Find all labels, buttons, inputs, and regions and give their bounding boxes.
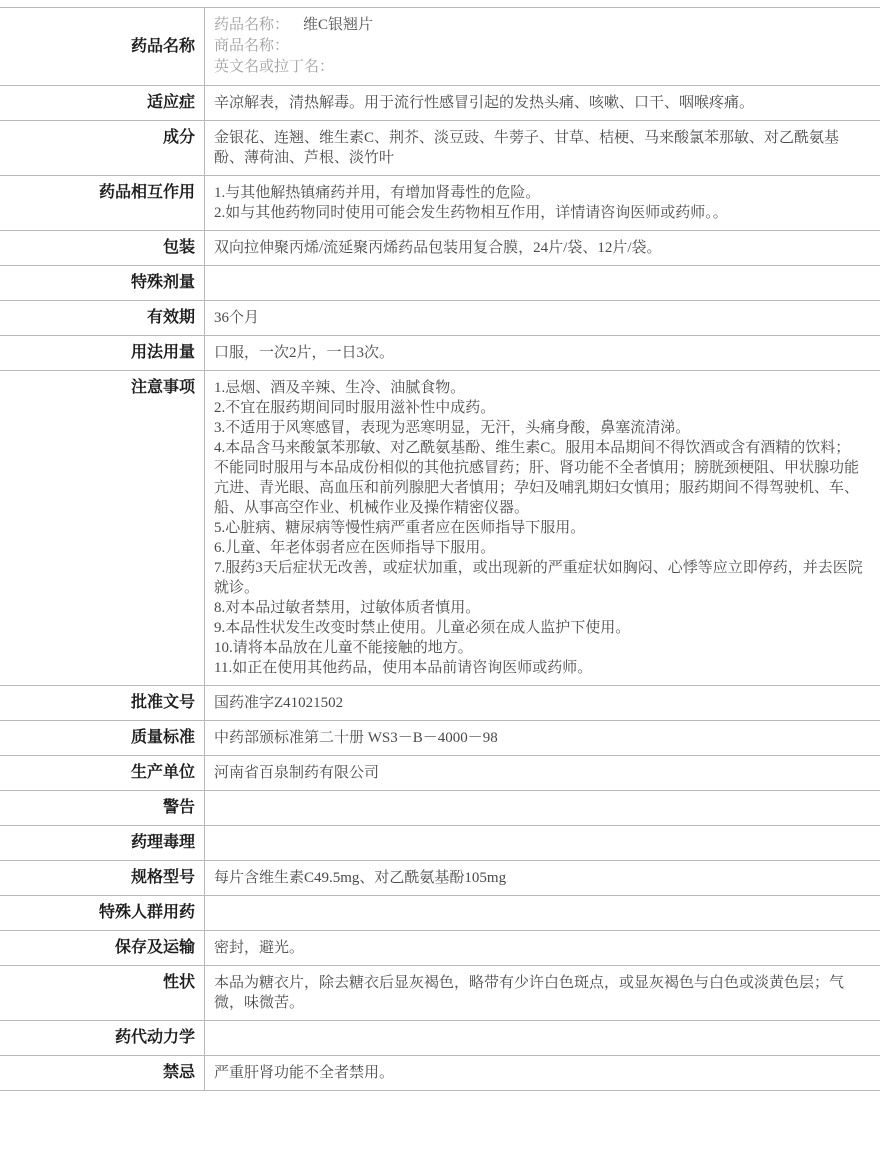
row-storage-transport	[0, 931, 880, 966]
content-line: 9.本品性状发生改变时禁止使用。儿童必须在成人监护下使用。	[214, 620, 631, 636]
row-label-precautions: 注意事项	[0, 371, 205, 685]
row-label-ingredients: 成分	[0, 121, 205, 175]
content-line: 辛凉解表，清热解毒。用于流行性感冒引起的发热头痛、咳嗽、口干、咽喉疼痛。	[214, 95, 755, 111]
row-label-packaging: 包装	[0, 231, 205, 265]
row-label-description: 性状	[0, 966, 205, 1020]
content-line: 7.服药3天后症状无改善，或症状加重，或出现新的严重症状如胸闷、心悸等应立即停药，并去医院就诊。	[214, 560, 863, 596]
specification-content	[205, 861, 880, 895]
content-line: 国药准字Z41021502	[214, 695, 344, 711]
manufacturer-content	[205, 756, 880, 790]
precautions-content	[205, 371, 880, 685]
row-drug-interactions	[0, 176, 880, 231]
row-label-approval-number: 批准文号	[0, 686, 205, 720]
row-label-dosage-usage: 用法用量	[0, 336, 205, 370]
content-line: 1.忌烟、酒及辛辣、生冷、油腻食物。	[214, 380, 466, 396]
indications-content	[205, 86, 880, 120]
content-line: 10.请将本品放在儿童不能接触的地方。	[214, 640, 473, 656]
row-label-pharmacokinetics: 药代动力学	[0, 1021, 205, 1055]
content-line: 8.对本品过敏者禁用，过敏体质者慎用。	[214, 600, 481, 616]
packaging-content	[205, 231, 880, 265]
drug-name-content	[205, 8, 880, 85]
english-name-key: 英文名或拉丁名：	[214, 59, 335, 75]
special-dosage-content	[205, 266, 880, 300]
row-description	[0, 966, 880, 1021]
trade-name-line	[214, 36, 864, 57]
row-shelf-life	[0, 301, 880, 336]
row-specification	[0, 861, 880, 896]
dosage-usage-content	[205, 336, 880, 370]
trade-name-key: 商品名称：	[214, 38, 290, 54]
row-pharmacology-toxicology	[0, 826, 880, 861]
content-line: 6.儿童、年老体弱者应在医师指导下服用。	[214, 540, 496, 556]
row-warning	[0, 791, 880, 826]
row-special-populations	[0, 896, 880, 931]
row-label-shelf-life: 有效期	[0, 301, 205, 335]
content-line: 3.不适用于风寒感冒，表现为恶寒明显，无汗，头痛身酸，鼻塞流清涕。	[214, 420, 691, 436]
content-line: 每片含维生素C49.5mg、对乙酰氨基酚105mg	[214, 870, 507, 886]
drug-name-value: 维C银翘片	[303, 17, 374, 33]
content-line: 口服，一次2片，一日3次。	[214, 345, 395, 361]
content-line: 36个月	[214, 310, 260, 326]
row-label-storage-transport: 保存及运输	[0, 931, 205, 965]
row-quality-standard	[0, 721, 880, 756]
drug-name-line	[214, 15, 864, 36]
content-line: 河南省百泉制药有限公司	[214, 765, 380, 781]
content-line: 金银花、连翘、维生素C、荆芥、淡豆豉、牛蒡子、甘草、桔梗、马来酸氯苯那敏、对乙酰氨基酚、薄荷油、芦根、淡竹叶	[214, 130, 840, 166]
drug-name-key: 药品名称：	[214, 17, 290, 33]
row-indications	[0, 86, 880, 121]
content-line: 5.心脏病、糖尿病等慢性病严重者应在医师指导下服用。	[214, 520, 586, 536]
row-label-pharmacology-toxicology: 药理毒理	[0, 826, 205, 860]
row-label-quality-standard: 质量标准	[0, 721, 205, 755]
content-line: 1.与其他解热镇痛药并用，有增加肾毒性的危险。	[214, 185, 541, 201]
storage-transport-content	[205, 931, 880, 965]
row-pharmacokinetics	[0, 1021, 880, 1056]
contraindications-content	[205, 1056, 880, 1090]
row-approval-number	[0, 686, 880, 721]
shelf-life-content	[205, 301, 880, 335]
row-dosage-usage	[0, 336, 880, 371]
drug-interactions-content	[205, 176, 880, 230]
row-manufacturer	[0, 756, 880, 791]
quality-standard-content	[205, 721, 880, 755]
content-line: 11.如正在使用其他药品，使用本品前请咨询医师或药师。	[214, 660, 593, 676]
row-contraindications	[0, 1056, 880, 1091]
row-label-manufacturer: 生产单位	[0, 756, 205, 790]
english-name-line	[214, 57, 864, 78]
special-populations-content	[205, 896, 880, 930]
content-line: 本品为糖衣片，除去糖衣后显灰褐色，略带有少许白色斑点，或显灰褐色与白色或淡黄色层；气微，味微苦。	[214, 975, 845, 1011]
content-line: 中药部颁标准第二十册 WS3－B－4000－98	[214, 730, 498, 746]
row-label-special-populations: 特殊人群用药	[0, 896, 205, 930]
row-label-warning: 警告	[0, 791, 205, 825]
content-line: 2.如与其他药物同时使用可能会发生药物相互作用，详情请咨询医师或药师。。	[214, 205, 728, 221]
ingredients-content	[205, 121, 880, 175]
warning-content	[205, 791, 880, 825]
content-line: 双向拉伸聚丙烯/流延聚丙烯药品包装用复合膜，24片/袋、12片/袋。	[214, 240, 662, 256]
approval-number-content	[205, 686, 880, 720]
row-label-drug-interactions: 药品相互作用	[0, 176, 205, 230]
row-special-dosage	[0, 266, 880, 301]
row-label-specification: 规格型号	[0, 861, 205, 895]
row-packaging	[0, 231, 880, 266]
pharmacology-toxicology-content	[205, 826, 880, 860]
row-ingredients	[0, 121, 880, 176]
content-line: 2.不宜在服药期间同时服用滋补性中成药。	[214, 400, 496, 416]
drug-info-table	[0, 7, 880, 1091]
row-label-special-dosage: 特殊剂量	[0, 266, 205, 300]
pharmacokinetics-content	[205, 1021, 880, 1055]
content-line: 4.本品含马来酸氯苯那敏、对乙酰氨基酚、维生素C。服用本品期间不得饮酒或含有酒精的饮料；不能同时服用与本品成份相似的其他抗感冒药；肝、肾功能不全者慎用；膀胱颈梗阻、甲状腺功能亢进、青光眼、高血压和前列腺肥大者慎用；孕妇及哺乳期妇女慎用；服药期间不得驾驶机、车、船、从事高空作业、机械作业及操作精密仪器。	[214, 440, 860, 516]
content-line: 严重肝肾功能不全者禁用。	[214, 1065, 395, 1081]
row-precautions	[0, 371, 880, 686]
row-drug-name	[0, 8, 880, 86]
row-label-indications: 适应症	[0, 86, 205, 120]
content-line: 密封，避光。	[214, 940, 305, 956]
row-label-contraindications: 禁忌	[0, 1056, 205, 1090]
row-label-drug-name: 药品名称	[0, 8, 205, 85]
description-content	[205, 966, 880, 1020]
